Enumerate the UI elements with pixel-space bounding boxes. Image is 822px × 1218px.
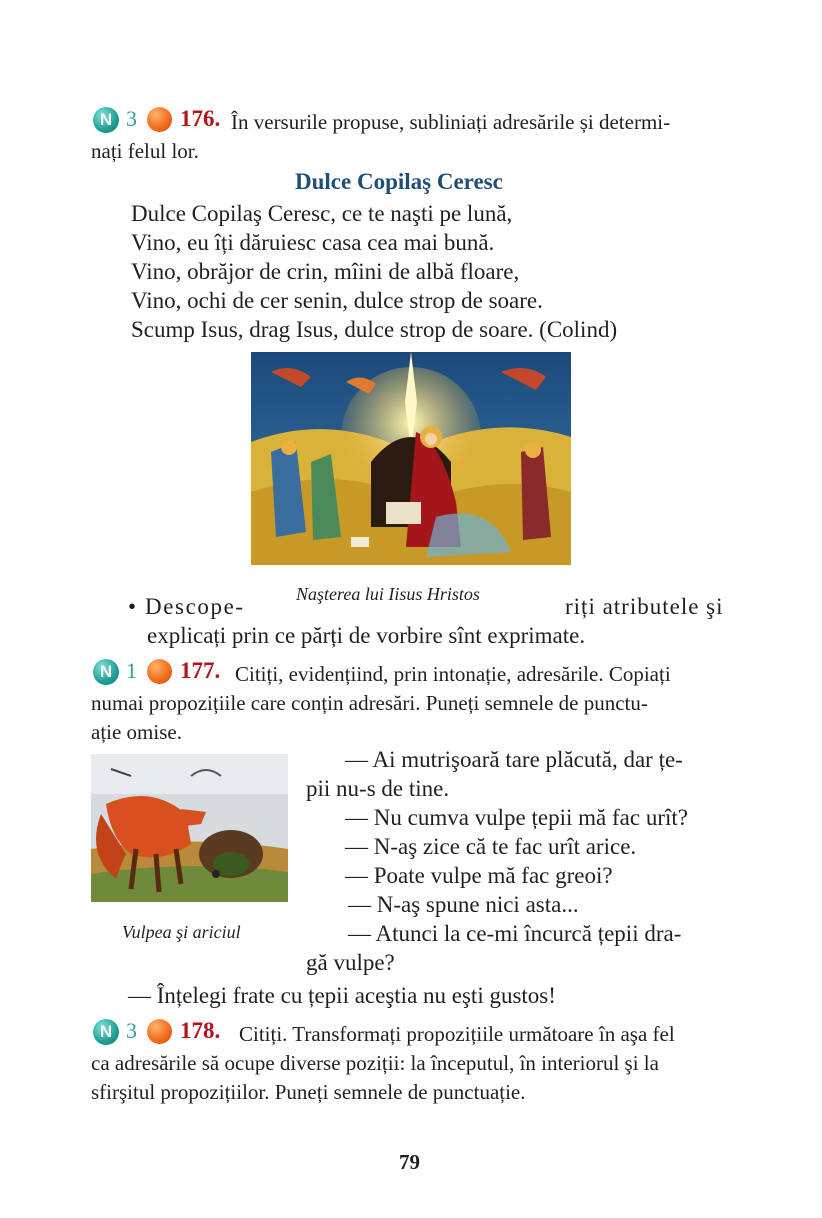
nativity-icon-image <box>251 352 571 565</box>
dialogue-line: — N-aş spune nici asta... <box>348 892 579 917</box>
pencil-icon <box>147 107 172 132</box>
poem-line: Scump Isus, drag Isus, dulce strop de soare. (Colind) <box>131 317 618 342</box>
exercise-text: În versurile propuse, subliniați adresările și determi- <box>231 110 671 134</box>
exercise-text: ație omise. <box>91 720 182 744</box>
exercise-text: numai propozițiile care conțin adresări. Puneți semnele de punctu- <box>91 691 648 715</box>
task-text: riți atributele şi <box>565 594 724 619</box>
level-n-badge-icon: N <box>93 1019 119 1045</box>
level-n-badge-icon: N <box>93 107 119 133</box>
dialogue-line: — Înțelegi frate cu țepii aceştia nu eşti gustos! <box>128 983 556 1008</box>
poem-line: Vino, obrăjor de crin, mîini de albă floare, <box>131 259 520 284</box>
image-caption: Vulpea şi ariciul <box>122 922 241 942</box>
fox-hedgehog-icon-image <box>91 754 288 902</box>
dialogue-line: — Poate vulpe mă fac greoi? <box>345 863 613 888</box>
exercise-text: sfirşitul propozițiilor. Puneți semnele de punctuație. <box>91 1080 526 1104</box>
image-caption: Naşterea lui Iisus Hristos <box>296 584 480 604</box>
level-number: 1 <box>126 658 137 683</box>
dialogue-line: — Atunci la ce-mi încurcă țepii dra- <box>348 921 682 946</box>
level-number: 3 <box>126 106 137 131</box>
exercise-text: Citiți, evidențiind, prin intonație, adresările. Copiați <box>235 662 671 686</box>
exercise-text: Citiți. Transformați propozițiile următoare în aşa fel <box>239 1022 675 1046</box>
exercise-text: ca adresările să ocupe diverse poziții: la începutul, în interiorul şi la <box>91 1051 659 1075</box>
dialogue-line: pii nu-s de tine. <box>306 776 450 801</box>
exercise-number: 177. <box>180 658 221 683</box>
exercise-number: 178. <box>180 1018 221 1043</box>
level-n-badge-icon: N <box>93 659 119 685</box>
pencil-icon <box>147 659 172 684</box>
task-text: explicați prin ce părți de vorbire sînt exprimate. <box>147 623 586 648</box>
exercise-text: nați felul lor. <box>91 139 199 163</box>
level-number: 3 <box>126 1018 137 1043</box>
poem-line: Vino, eu îți dăruiesc casa cea mai bună. <box>131 230 495 255</box>
dialogue-line: — N-aş zice că te fac urît arice. <box>345 834 637 859</box>
dialogue-line: — Nu cumva vulpe țepii mă fac urît? <box>345 805 688 830</box>
poem-line: Vino, ochi de cer senin, dulce strop de soare. <box>131 288 543 313</box>
page-number: 79 <box>399 1150 420 1174</box>
poem-title: Dulce Copilaş Ceresc <box>295 169 503 194</box>
poem-line: Dulce Copilaş Ceresc, ce te naşti pe lună, <box>131 201 513 226</box>
dialogue-line: gă vulpe? <box>306 950 395 975</box>
dialogue-line: — Ai mutrişoară tare plăcută, dar țe- <box>345 747 683 772</box>
exercise-number: 176. <box>180 106 221 131</box>
pencil-icon <box>147 1019 172 1044</box>
task-text: • Descope- <box>128 594 245 619</box>
